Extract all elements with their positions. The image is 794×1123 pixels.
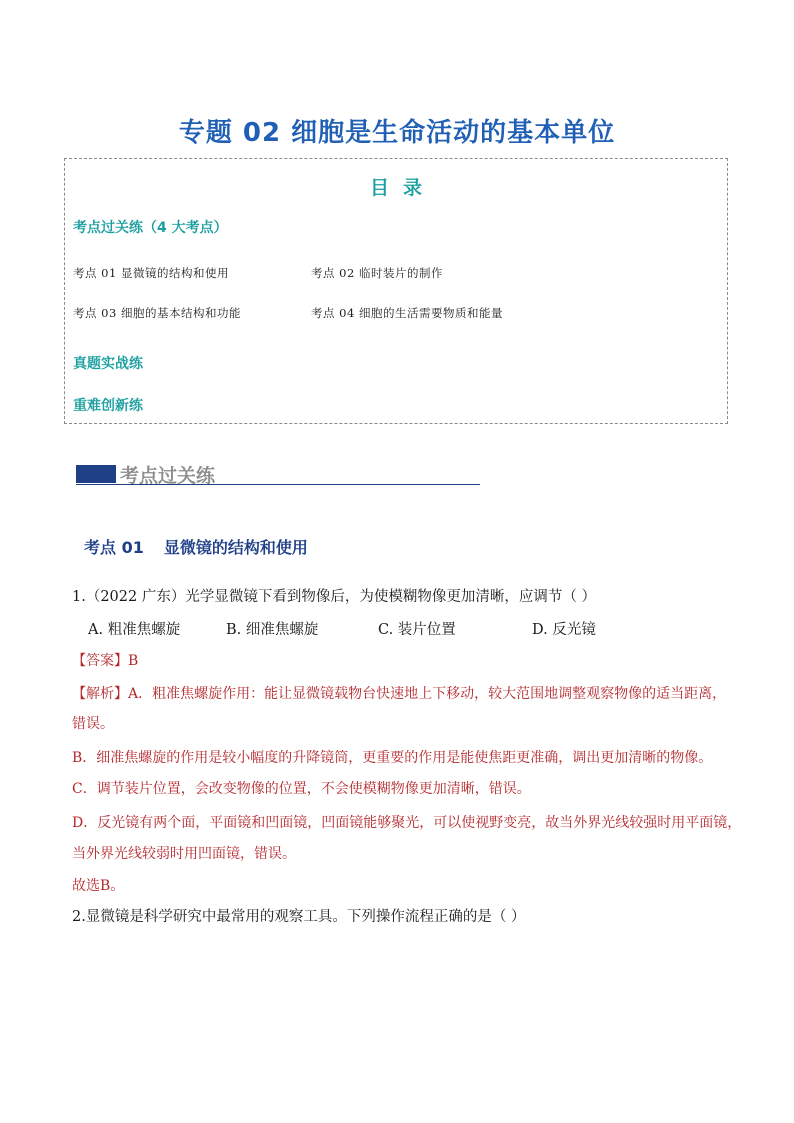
analysis-d-line-2: 当外界光线较弱时用凹面镜，错误。 (72, 846, 296, 862)
table-of-contents (64, 158, 728, 424)
toc-heading: 目录 (369, 177, 436, 199)
analysis-a-line-1: 【解析】A．粗准焦螺旋作用：能让显微镜载物台快速地上下移动，较大范围地调整观察物像的适当距离， (72, 686, 727, 702)
answer-label: 【答案】B (72, 653, 139, 669)
option-b: B. 细准焦螺旋 (226, 622, 319, 638)
toc-item-point-01[interactable]: 考点 01 显微镜的结构和使用 (73, 266, 229, 280)
analysis-b: B．细准焦螺旋的作用是较小幅度的升降镜筒，更重要的作用是能使焦距更准确，调出更加清晰的物像。 (72, 750, 713, 766)
question-1-stem: 1.（2022 广东）光学显微镜下看到物像后，为使模糊物像更加清晰，应调节（ ） (72, 589, 596, 605)
analysis-c: C．调节装片位置，会改变物像的位置，不会使模糊物像更加清晰，错误。 (72, 781, 531, 797)
toc-section-innovation[interactable]: 重难创新练 (73, 398, 143, 414)
question-2-stem: 2.显微镜是科学研究中最常用的观察工具。下列操作流程正确的是（ ） (72, 909, 526, 925)
page-title: 专题 02 细胞是生命活动的基本单位 (178, 118, 616, 148)
point-heading (84, 535, 308, 558)
toc-item-point-03[interactable]: 考点 03 细胞的基本结构和功能 (73, 306, 241, 320)
section-banner-underline (76, 484, 480, 485)
point-name: 显微镜的结构和使用 (163, 538, 308, 557)
section-banner-label: 考点过关练 (120, 465, 216, 487)
point-number: 考点 01 (84, 538, 144, 557)
analysis-a-line-2: 错误。 (72, 716, 114, 732)
toc-item-point-04[interactable]: 考点 04 细胞的生活需要物质和能量 (311, 306, 503, 320)
option-c: C. 装片位置 (378, 622, 456, 638)
analysis-conclusion: 故选B。 (72, 878, 125, 894)
option-a: A. 粗准焦螺旋 (88, 622, 181, 638)
section-banner-bar (76, 465, 116, 483)
toc-section-practice[interactable]: 考点过关练（4 大考点） (73, 220, 228, 236)
option-d: D. 反光镜 (532, 622, 596, 638)
toc-section-real-exams[interactable]: 真题实战练 (73, 356, 143, 372)
analysis-d-line-1: D．反光镜有两个面，平面镜和凹面镜，凹面镜能够聚光，可以使视野变亮，故当外界光线较强时用平面镜， (72, 815, 742, 831)
toc-item-point-02[interactable]: 考点 02 临时装片的制作 (311, 266, 443, 280)
